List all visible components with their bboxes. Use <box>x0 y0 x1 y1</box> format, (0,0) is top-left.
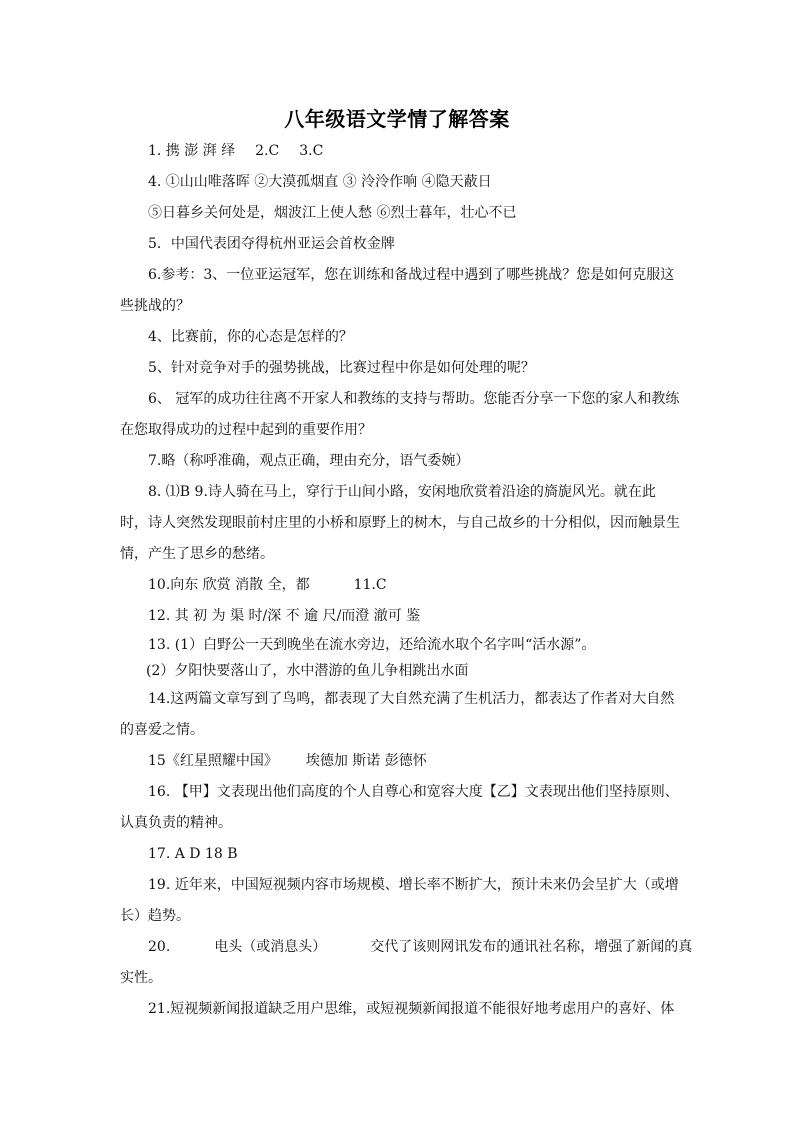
answer-2: 2.C <box>255 143 280 159</box>
answer-line-17: 13. (1）白野公一天到晚坐在流水旁边，还给流水取个名字叫“活水源”。 <box>148 637 596 653</box>
answer-line-12: 8. ⑴B 9.诗人骑在马上，穿行于山间小路，安闲地欣赏着沿途的旖旎风光。就在此 <box>148 484 656 500</box>
answer-20-number: 20. <box>148 939 171 955</box>
answer-line-25: 19. 近年来，中国短视频内容市场规模、增长率不断扩大，预计未来仍会呈扩大（或增 <box>148 877 679 893</box>
answer-line-5: 6.参考：3、一位亚运冠军，您在训练和备战过程中遇到了哪些挑战？您是如何克服这 <box>148 267 675 283</box>
answer-line-21 <box>120 746 680 777</box>
answer-10: 10.向东 欣赏 消散 全，都 <box>148 577 310 593</box>
answer-11: 11.C <box>353 577 387 593</box>
answer-line-22: 16. 【甲】文表现出他们高度的个人自尊心和宽容大度【乙】文表现出他们坚持原则、 <box>148 784 679 800</box>
answer-line-4: 5．中国代表团夺得杭州亚运会首枚金牌 <box>148 236 395 252</box>
answer-15-book: 15《红星照耀中国》 <box>148 753 278 769</box>
answer-1: 1. 携 澎 湃 绎 <box>148 143 236 159</box>
answer-20-term: 电头（或消息头） <box>214 939 327 955</box>
answer-line-20: 的喜爱之情。 <box>120 722 204 738</box>
page-title: 八年级语文学情了解答案 <box>284 107 510 131</box>
answer-line-2: 4. ①山山唯落晖 ②大漠孤烟直 ③ 泠泠作响 ④隐天蔽日 <box>148 174 492 190</box>
answer-line-7: 4、比赛前，你的心态是怎样的？ <box>148 329 353 345</box>
answer-line-23: 认真负责的精神。 <box>120 815 232 831</box>
answer-line-11: 7.略（称呼准确，观点正确，理由充分，语气委婉） <box>148 453 470 469</box>
answer-line-27 <box>120 932 693 963</box>
answer-20-explanation: 交代了该则网讯发布的通讯社名称，增强了新闻的真 <box>370 939 693 955</box>
answer-line-8: 5、针对竞争对手的强势挑战，比赛过程中你是如何处理的呢？ <box>148 360 535 376</box>
answer-line-13: 时，诗人突然发现眼前村庄里的小桥和原野上的树木，与自己故乡的十分相似，因而触景生 <box>120 515 680 531</box>
answer-line-29: 21.短视频新闻报道缺乏用户思维，或短视频新闻报道不能很好地考虑用户的喜好、体 <box>148 1001 675 1017</box>
answer-line-28: 实性。 <box>120 970 162 986</box>
answer-line-26: 长）趋势。 <box>120 908 190 924</box>
answer-line-9: 6、 冠军的成功往往离不开家人和教练的支持与帮助。您能否分享一下您的家人和教练 <box>148 391 680 407</box>
answer-line-16: 12. 其 初 为 渠 时/深 不 逾 尺/而澄 澈可 鉴 <box>148 608 421 624</box>
answer-line-18: (2）夕阳快要落山了，水中潜游的鱼儿争相跳出水面 <box>146 663 469 679</box>
answer-line-24: 17. A D 18 B <box>148 846 238 862</box>
answer-line-1 <box>120 136 680 167</box>
answer-line-15 <box>120 570 680 601</box>
answer-body <box>120 136 693 1025</box>
answer-15-names: 埃德加 斯诺 彭德怀 <box>305 753 427 769</box>
answer-line-10: 在您取得成功的过程中起到的重要作用？ <box>120 422 372 438</box>
answer-line-14: 情，产生了思乡的愁绪。 <box>120 546 274 562</box>
answer-line-19: 14.这两篇文章写到了鸟鸣，都表现了大自然充满了生机活力，都表达了作者对大自然 <box>148 691 675 707</box>
answer-3: 3.C <box>299 143 324 159</box>
answer-line-3: ⑤日暮乡关何处是，烟波江上使人愁 ⑥烈士暮年，壮心不已 <box>148 205 517 221</box>
answer-line-6: 些挑战的？ <box>120 298 190 314</box>
